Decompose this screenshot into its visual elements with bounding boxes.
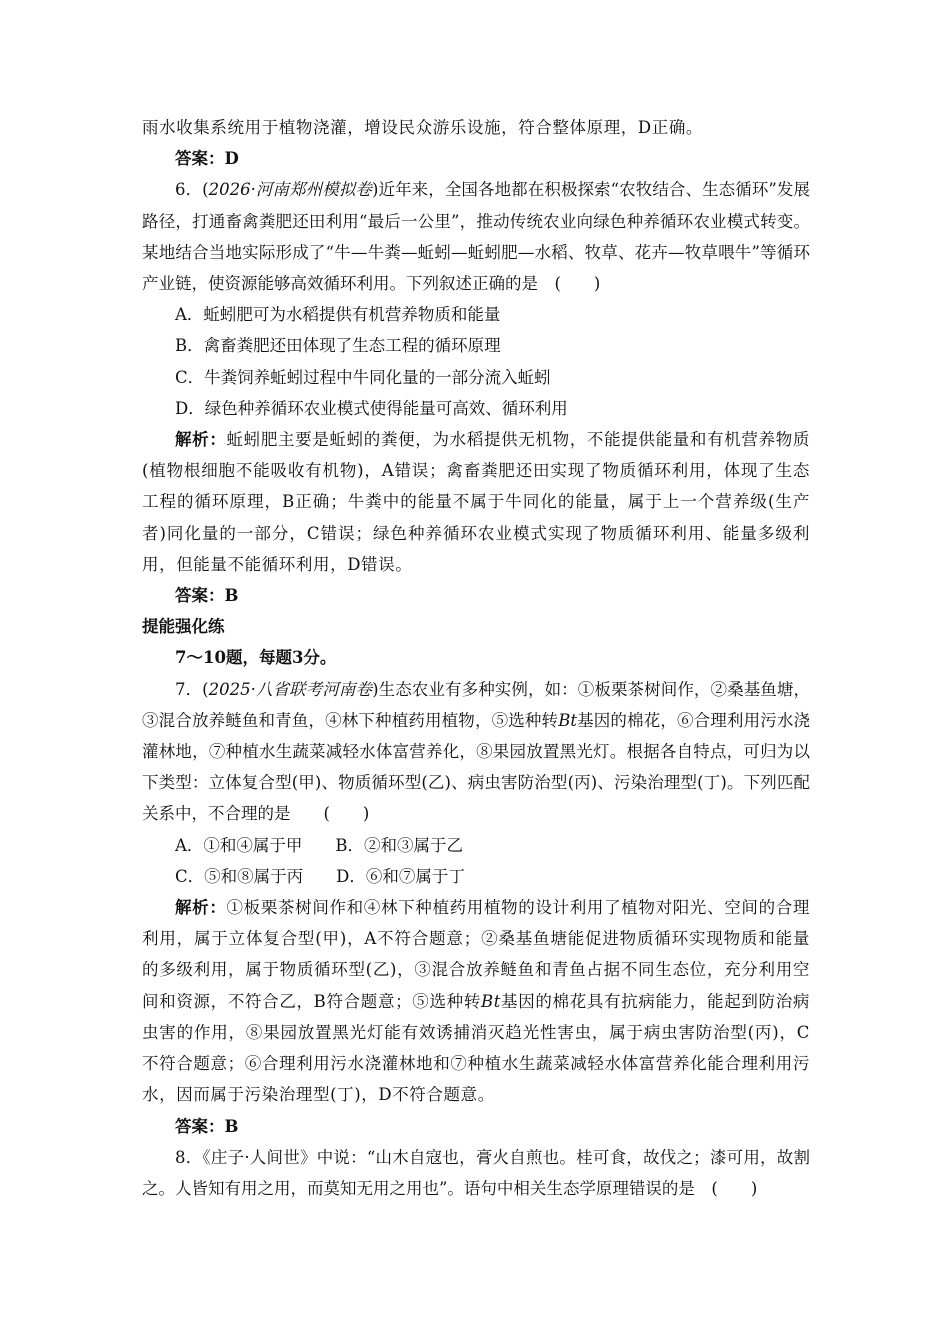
question-6-option-a: A．蚯蚓肥可为水稻提供有机营养物质和能量 <box>175 305 501 325</box>
document-page <box>142 112 810 1204</box>
answer-7: 答案：B <box>175 1116 239 1136</box>
question-7-options-cd: C．⑤和⑧属于丙 D．⑥和⑦属于丁 <box>175 866 465 886</box>
question-6-stem <box>142 174 810 299</box>
explanation-label: 解析： <box>175 898 227 918</box>
question-6-option-b: B．禽畜粪肥还田体现了生态工程的循环原理 <box>175 336 501 356</box>
question-6-number: 6．( <box>175 180 209 200</box>
question-6-explanation <box>142 424 810 580</box>
question-7-source: 2025·八省联考河南卷 <box>208 679 373 699</box>
question-7-options-ab: A．①和④属于甲 B．②和③属于乙 <box>175 835 464 855</box>
question-6-text: )近年来，全国各地都在积极探索“农牧结合、生态循环”发展路径，打通畜禽粪肥还田利用“最后一公里”，推动传统农业向绿色种养循环农业模式转变。某地结合当地实际形成了“牛—牛粪—蚯蚓—蚯蚓肥—水稻、牧草、花卉—牧草喂牛”等循环产业链，使资源能够高效循环利用。下列叙述正确的是 ( ) <box>142 180 810 294</box>
bt-gene-label: Bt <box>480 991 501 1011</box>
question-7-text-b: 基因的棉花，⑥合理利用污水浇灌林地，⑦种植水生蔬菜减轻水体富营养化，⑧果园放置黑光灯。根据各自特点，可归为以下类型：立体复合型(甲)、物质循环型(乙)、病虫害防治型(丙)、污染治理型(丁)。下列匹配关系中，不合理的是 ( ) <box>142 710 811 824</box>
question-8-stem: 8．《庄子·人间世》中说：“山木自寇也，膏火自煎也。桂可食，故伐之；漆可用，故割之。人皆知有用之用，而莫知无用之用也”。语句中相关生态学原理错误的是 ( ) <box>142 1147 810 1198</box>
explanation-text: 蚯蚓肥主要是蚯蚓的粪便，为水稻提供无机物，不能提供能量和有机营养物质(植物根细胞不能吸收有机物)，A错误；禽畜粪肥还田实现了物质循环利用，体现了生态工程的循环原理，B正确；牛粪中的能量不属于牛同化的能量，属于上一个营养级(生产者)同化量的一部分，C错误；绿色种养循环农业模式实现了物质循环利用、能量多级利用，但能量不能循环利用，D错误。 <box>142 430 810 574</box>
answer-6: 答案：B <box>175 586 239 606</box>
bt-gene-label: Bt <box>558 710 577 730</box>
question-7-number: 7．( <box>175 679 209 699</box>
section-title: 提能强化练 <box>142 617 225 637</box>
question-7-stem <box>142 674 810 830</box>
question-6-option-d: D．绿色种养循环农业模式使得能量可高效、循环利用 <box>175 398 568 418</box>
question-7-text-a: )生态农业有多种实例，如：①板栗茶树间作，②桑基鱼塘，③混合放养鲢鱼和青鱼，④林下种植药用植物，⑤选种转 <box>142 679 810 730</box>
question-6-source: 2026·河南郑州模拟卷 <box>208 180 372 200</box>
question-6-option-c: C．牛粪饲养蚯蚓过程中牛同化量的一部分流入蚯蚓 <box>175 367 551 387</box>
explanation-label: 解析： <box>175 430 227 450</box>
section-note: 7～10题，每题3分。 <box>175 648 337 668</box>
question-7-explanation <box>142 892 810 1110</box>
previous-explanation-tail: 雨水收集系统用于植物浇灌，增设民众游乐设施，符合整体原理，D正确。 <box>142 118 704 137</box>
explanation-text-a: ①板栗茶树间作和④林下种植药用植物的设计利用了植物对阳光、空间的合理利用，属于立体复合型(甲)，A不符合题意；②桑基鱼塘能促进物质循环实现物质和能量的多级利用，属于物质循环型(乙)，③混合放养鲢鱼和青鱼占据不同生态位，充分利用空间和资源，不符合乙，B符合题意；⑤选种转 <box>142 898 810 1011</box>
answer-5: 答案：D <box>175 149 239 169</box>
explanation-text-b: 基因的棉花具有抗病能力，能起到防治病虫害的作用，⑧果园放置黑光灯能有效诱捕消灭趋光性害虫，属于病虫害防治型(丙)，C不符合题意；⑥合理利用污水浇灌林地和⑦种植水生蔬菜减轻水体富营养化能合理利用污水，因而属于污染治理型(丁)，D不符合题意。 <box>142 991 810 1105</box>
